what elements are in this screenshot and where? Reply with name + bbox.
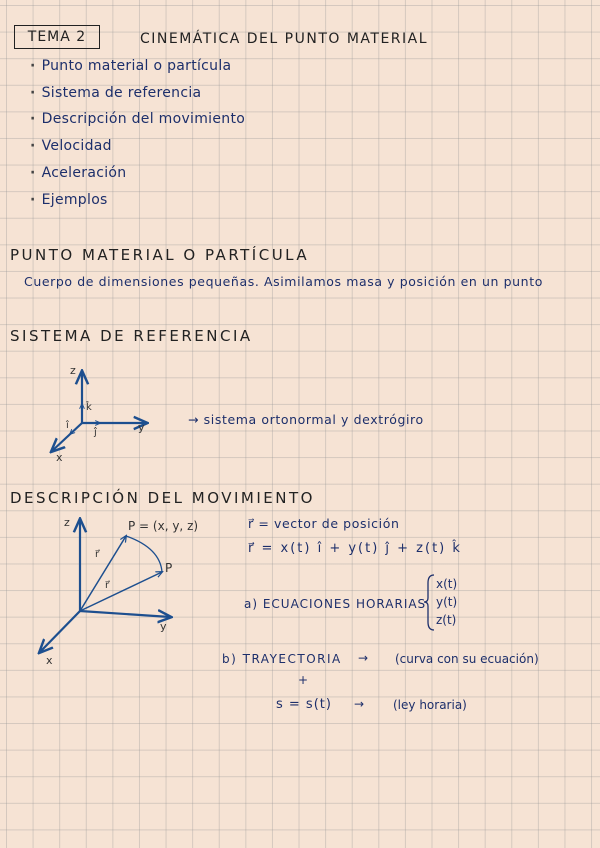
index-item-label: Punto material o partícula <box>41 58 232 74</box>
punto-material-definition: Cuerpo de dimensiones pequeñas. Asimilamos masa y posición en un punto <box>24 274 543 289</box>
x-axis-label: x <box>46 654 53 667</box>
index-item: · Punto material o partícula <box>30 58 232 74</box>
index-item: · Sistema de referencia <box>30 85 202 101</box>
ley-horaria-note: (ley horaria) <box>393 698 467 712</box>
index-item: · Aceleración <box>30 165 127 181</box>
ley-horaria-equation: s = s(t) <box>276 697 332 712</box>
j-unit-label: ĵ <box>94 427 97 438</box>
point-p-end-label: P <box>165 561 173 575</box>
index-item-label: Velocidad <box>41 138 112 154</box>
index-item: · Descripción del movimiento <box>30 111 246 127</box>
equations-horarias-label: a) ECUACIONES HORARIAS <box>244 597 427 611</box>
section-heading-punto-material: PUNTO MATERIAL O PARTÍCULA <box>10 246 310 264</box>
y-axis <box>80 611 170 617</box>
index-item: · Ejemplos <box>30 192 108 208</box>
position-vector-definition: r⃗ = vector de posición <box>248 516 400 531</box>
i-unit-vector <box>70 423 82 434</box>
equation-z: z(t) <box>436 613 457 627</box>
trayectoria-note: (curva con su ecuación) <box>395 652 539 666</box>
tema-label: TEMA 2 <box>14 25 100 49</box>
z-axis-label: z <box>64 516 70 529</box>
r-vector-label: r⃗ <box>95 549 100 560</box>
trajectory-curve <box>126 536 162 572</box>
index-item-label: Descripción del movimiento <box>41 111 246 127</box>
reference-frame-note: → sistema ortonormal y dextrógiro <box>188 412 424 427</box>
point-p-label: P = (x, y, z) <box>128 519 199 533</box>
equation-y: y(t) <box>436 595 458 609</box>
trayectoria-arrow: → <box>358 651 369 665</box>
section-heading-sistema-referencia: SISTEMA DE REFERENCIA <box>10 327 253 345</box>
position-vector-diagram <box>40 516 198 667</box>
k-unit-label: k̂ <box>86 402 92 413</box>
index-item-label: Sistema de referencia <box>41 85 202 101</box>
r-vector-label: r⃗ <box>105 580 110 591</box>
index-item-label: Ejemplos <box>41 192 108 208</box>
position-vector-equation: r⃗ = x(t) î + y(t) ĵ + z(t) k̂ <box>248 541 462 556</box>
y-axis-label: y <box>138 421 145 434</box>
page-title: CINEMÁTICA DEL PUNTO MATERIAL <box>140 31 429 47</box>
y-axis-label: y <box>160 620 167 633</box>
trayectoria-label: b) TRAYECTORIA <box>222 652 342 666</box>
index-item-label: Aceleración <box>41 165 127 181</box>
reference-frame-diagram <box>52 364 146 464</box>
x-axis <box>40 611 80 652</box>
plus-sign: + <box>298 673 309 687</box>
ley-horaria-arrow: → <box>354 697 365 711</box>
x-axis-label: x <box>56 451 63 464</box>
z-axis-label: z <box>70 364 76 377</box>
section-heading-descripcion: DESCRIPCIÓN DEL MOVIMIENTO <box>10 489 315 507</box>
equation-x: x(t) <box>436 577 458 591</box>
i-unit-label: î <box>66 420 69 431</box>
index-item: · Velocidad <box>30 138 112 154</box>
